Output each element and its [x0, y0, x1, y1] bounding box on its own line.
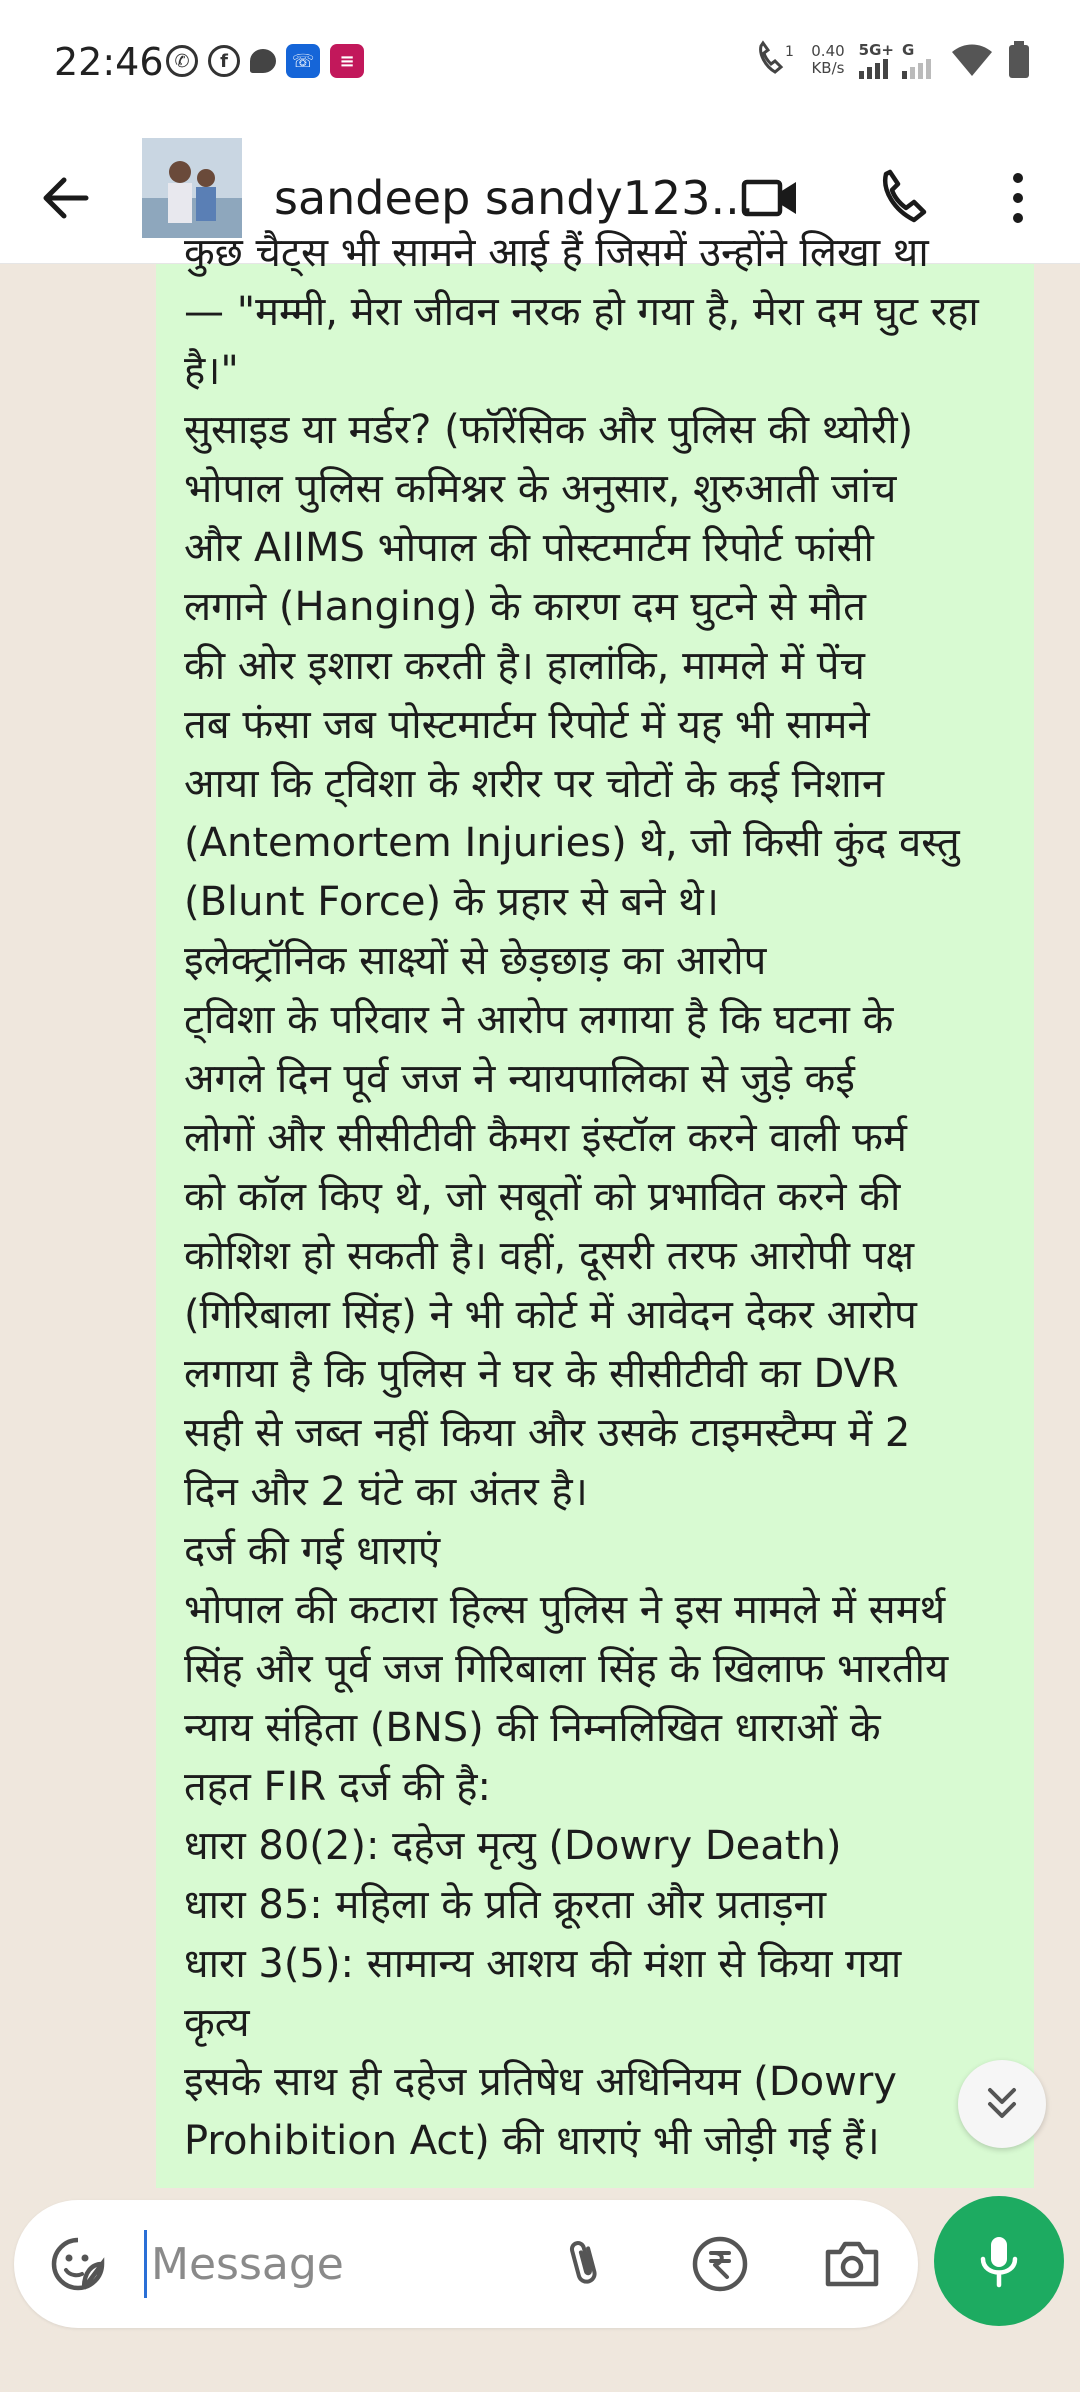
whatsapp-notification-icon: ✆ [166, 45, 198, 77]
attach-icon[interactable] [554, 2234, 614, 2294]
status-bar [0, 0, 1080, 132]
voice-call-icon[interactable] [874, 168, 934, 228]
chat-notification-icon [250, 49, 276, 73]
scroll-to-bottom-button[interactable] [958, 2060, 1046, 2148]
message-line: लगाया है कि पुलिस ने घर के सीसीटीवी का DVR [184, 1351, 899, 1397]
message-line: (Blunt Force) के प्रहार से बने थे। [184, 879, 719, 925]
message-line: — "मम्मी, मेरा जीवन नरक हो गया है, मेरा दम घुट रहा [184, 289, 979, 335]
wifi-icon [950, 42, 994, 78]
emoji-sticker-icon[interactable] [48, 2234, 108, 2294]
message-line: लगाने (Hanging) के कारण दम घुटने से मौत [184, 584, 866, 630]
message-line: दर्ज की गई धाराएं [184, 1528, 441, 1574]
status-time: 22:46 [54, 40, 164, 84]
contact-avatar[interactable] [142, 138, 242, 238]
message-line: (गिरिबाला सिंह) ने भी कोर्ट में आवेदन देकर आरोप [184, 1292, 917, 1338]
message-line: धारा 80(2): दहेज मृत्यु (Dowry Death) [184, 1823, 842, 1869]
message-line: ट्विशा के परिवार ने आरोप लगाया है कि घटना के [184, 997, 894, 1043]
message-line: को कॉल किए थे, जो सबूतों को प्रभावित करने की [184, 1174, 901, 1220]
message-line: कोशिश हो सकती है। वहीं, दूसरी तरफ आरोपी पक्ष [184, 1233, 915, 1279]
camera-icon[interactable] [822, 2234, 882, 2294]
message-line: आया कि ट्विशा के शरीर पर चोटों के कई निशान [184, 761, 885, 807]
message-bubble[interactable] [156, 230, 1034, 2194]
message-line: की ओर इशारा करती है। हालांकि, मामले में पेंच [184, 643, 865, 689]
message-line: Prohibition Act) की धाराएं भी जोड़ी गई हैं। [184, 2118, 880, 2164]
svg-text:1: 1 [785, 44, 795, 60]
message-line: तहत FIR दर्ज की है: [184, 1764, 492, 1810]
message-line: सिंह और पूर्व जज गिरिबाला सिंह के खिलाफ भारतीय [184, 1646, 949, 1692]
message-app-notification-icon: ≡ [330, 44, 364, 78]
volte-call-icon [753, 40, 797, 80]
network-speed: 0.40 KB/s [811, 42, 845, 77]
contact-name[interactable]: sandeep sandy123... [274, 171, 755, 225]
phone-app-notification-icon: ☏ [286, 44, 320, 78]
battery-icon [1008, 41, 1030, 79]
microphone-icon [969, 2231, 1029, 2291]
message-line: तब फंसा जब पोस्टमार्टम रिपोर्ट में यह भी सामने [184, 702, 870, 748]
message-line: कुछ चैट्स भी सामने आई हैं जिसमें उन्होंने लिखा था [184, 230, 929, 276]
voice-message-button[interactable] [934, 2196, 1064, 2326]
message-line: धारा 3(5): सामान्य आशय की मंशा से किया गया [184, 1941, 902, 1987]
message-line: दिन और 2 घंटे का अंतर है। [184, 1469, 588, 1515]
message-line: लोगों और सीसीटीवी कैमरा इंस्टॉल करने वाली फर्म [184, 1115, 907, 1161]
status-indicators [753, 40, 1030, 80]
facebook-notification-icon: f [208, 45, 240, 77]
message-text [184, 224, 1024, 2171]
back-arrow-icon[interactable] [36, 168, 96, 228]
message-line: भोपाल पुलिस कमिश्नर के अनुसार, शुरुआती जांच [184, 466, 897, 512]
signal-5g-icon: 5G+ G [859, 41, 936, 79]
message-line: है।" [184, 348, 239, 394]
more-options-icon[interactable] [988, 168, 1048, 228]
message-line: और AIIMS भोपाल की पोस्टमार्टम रिपोर्ट फांसी [184, 525, 874, 571]
message-line: इसके साथ ही दहेज प्रतिषेध अधिनियम (Dowry [184, 2059, 897, 2105]
message-line: सुसाइड या मर्डर? (फॉरेंसिक और पुलिस की थ्योरी) [184, 407, 914, 453]
message-line: भोपाल की कटारा हिल्स पुलिस ने इस मामले में समर्थ [184, 1587, 946, 1633]
message-line: इलेक्ट्रॉनिक साक्ष्यों से छेड़छाड़ का आरोप [184, 938, 767, 984]
chat-area[interactable] [0, 230, 1080, 2188]
message-line: कृत्य [184, 2000, 250, 2046]
message-line: (Antemortem Injuries) थे, जो किसी कुंद वस्तु [184, 820, 960, 866]
message-line: न्याय संहिता (BNS) की निम्नलिखित धाराओं के [184, 1705, 881, 1751]
video-call-icon[interactable] [740, 168, 800, 228]
notification-icons [166, 44, 364, 78]
message-input[interactable] [144, 2230, 524, 2298]
payment-rupee-icon[interactable] [690, 2234, 750, 2294]
double-chevron-down-icon [980, 2082, 1024, 2126]
message-line: अगले दिन पूर्व जज ने न्यायपालिका से जुड़े कई [184, 1056, 855, 1102]
message-line: धारा 85: महिला के प्रति क्रूरता और प्रताड़ना [184, 1882, 827, 1928]
message-composer [14, 2200, 918, 2328]
message-line: सही से जब्त नहीं किया और उसके टाइमस्टैम्प में 2 [184, 1410, 911, 1456]
